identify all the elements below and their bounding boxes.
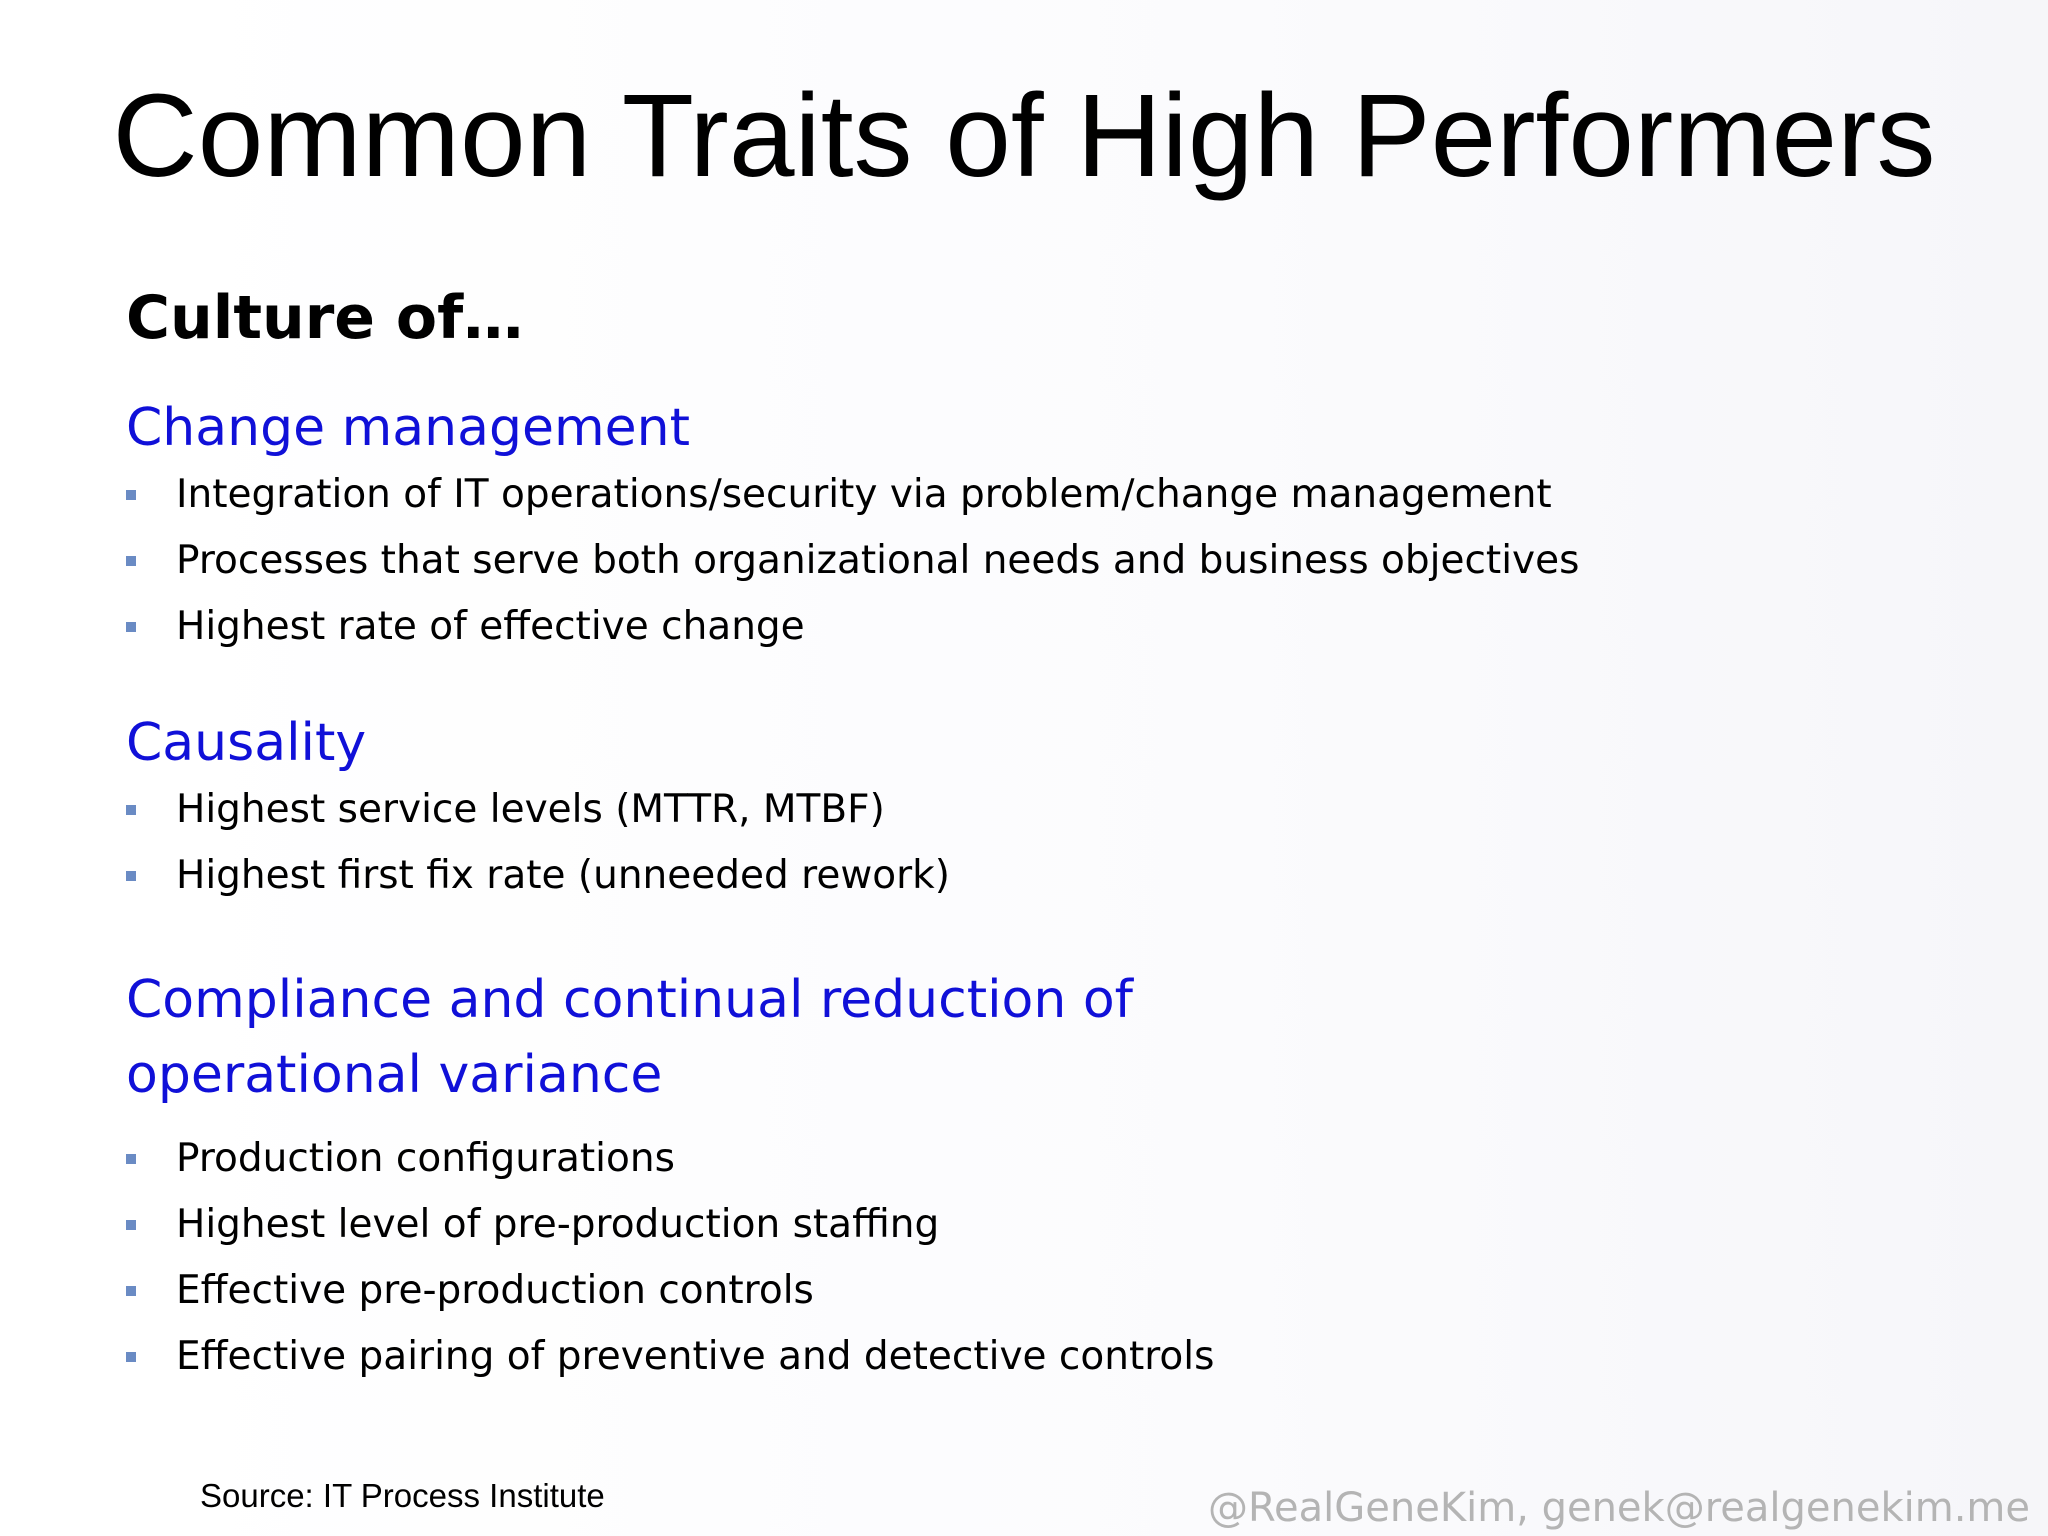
square-bullet-icon [126,1220,136,1230]
bullet-text: Effective pre-production controls [176,1268,814,1313]
bullet-text: Highest level of pre-production staffing [176,1202,940,1247]
culture-subtitle: Culture of… [126,283,524,353]
bullet-text: Highest rate of effective change [176,604,805,649]
author-credit: @RealGeneKim, genek@realgenekim.me [1208,1485,2030,1531]
square-bullet-icon [126,1154,136,1164]
square-bullet-icon [126,871,136,881]
square-bullet-icon [126,622,136,632]
square-bullet-icon [126,490,136,500]
bullet-text: Production configurations [176,1136,675,1181]
square-bullet-icon [126,1286,136,1296]
slide-title: Common Traits of High Performers [112,70,1936,202]
source-citation: Source: IT Process Institute [200,1477,605,1514]
section-heading-change-management: Change management [126,398,690,458]
bullet-text: Effective pairing of preventive and detective controls [176,1334,1215,1379]
section-heading-compliance-line-2: operational variance [126,1045,663,1105]
bullet-text: Highest service levels (MTTR, MTBF) [176,787,885,832]
square-bullet-icon [126,556,136,566]
bullet-text: Highest first fix rate (unneeded rework) [176,853,950,898]
section-heading-causality: Causality [126,713,367,773]
square-bullet-icon [126,1352,136,1362]
square-bullet-icon [126,805,136,815]
section-heading-compliance-line-1: Compliance and continual reduction of [126,970,1133,1030]
bullet-text: Integration of IT operations/security via problem/change management [176,472,1552,517]
bullet-text: Processes that serve both organizational needs and business objectives [176,538,1580,583]
